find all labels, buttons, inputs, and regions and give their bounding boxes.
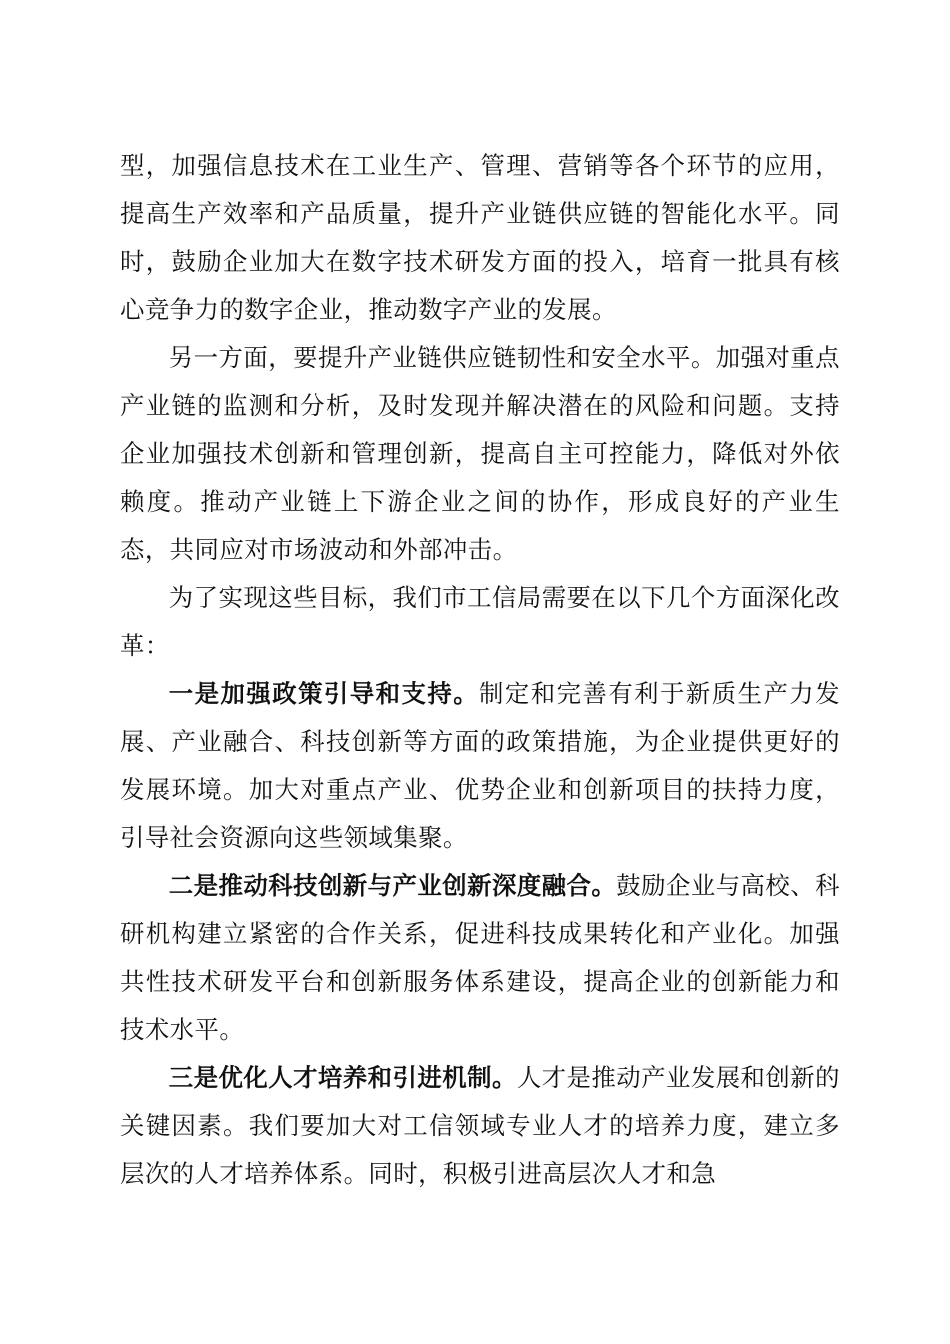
paragraph-reform-intro <box>120 574 840 670</box>
paragraph-text: 人才是推动产业发展和创新的关键因素。我们要加大对工信领域专业人才的培养力度，建立多层次的人才培养体系。同时，积极引进高层次人才和急 <box>120 1063 840 1188</box>
paragraph-lead-heading: 二是推动科技创新与产业创新深度融合。 <box>168 871 617 900</box>
paragraph-digital-transformation <box>120 142 840 334</box>
paragraph-text: 制定和完善有利于新质生产力发展、产业融合、科技创新等方面的政策措施，为企业提供更好的发展环境。加大对重点产业、优势企业和创新项目的扶持力度，引导社会资源向这些领域集聚。 <box>120 679 840 852</box>
paragraph-text: 型，加强信息技术在工业生产、管理、营销等各个环节的应用，提高生产效率和产品质量，提升产业链供应链的智能化水平。同时，鼓励企业加大在数字技术研发方面的投入，培育一批具有核心竞争力的数字企业，推动数字产业的发展。 <box>120 151 840 324</box>
document-body <box>120 142 840 1198</box>
paragraph-talent-mechanism <box>120 1054 840 1198</box>
paragraph-text: 鼓励企业与高校、科研机构建立紧密的合作关系，促进科技成果转化和产业化。加强共性技术研发平台和创新服务体系建设，提高企业的创新能力和技术水平。 <box>120 871 840 1044</box>
paragraph-text: 为了实现这些目标，我们市工信局需要在以下几个方面深化改革： <box>120 583 840 660</box>
paragraph-tech-innovation <box>120 862 840 1054</box>
paragraph-lead-heading: 一是加强政策引导和支持。 <box>168 679 480 708</box>
paragraph-policy-guidance <box>120 670 840 862</box>
paragraph-text: 另一方面，要提升产业链供应链韧性和安全水平。加强对重点产业链的监测和分析，及时发现并解决潜在的风险和问题。支持企业加强技术创新和管理创新，提高自主可控能力，降低对外依赖度。推动产业链上下游企业之间的协作，形成良好的产业生态，共同应对市场波动和外部冲击。 <box>120 343 840 564</box>
paragraph-lead-heading: 三是优化人才培养和引进机制。 <box>168 1063 517 1092</box>
paragraph-supply-chain-resilience <box>120 334 840 574</box>
